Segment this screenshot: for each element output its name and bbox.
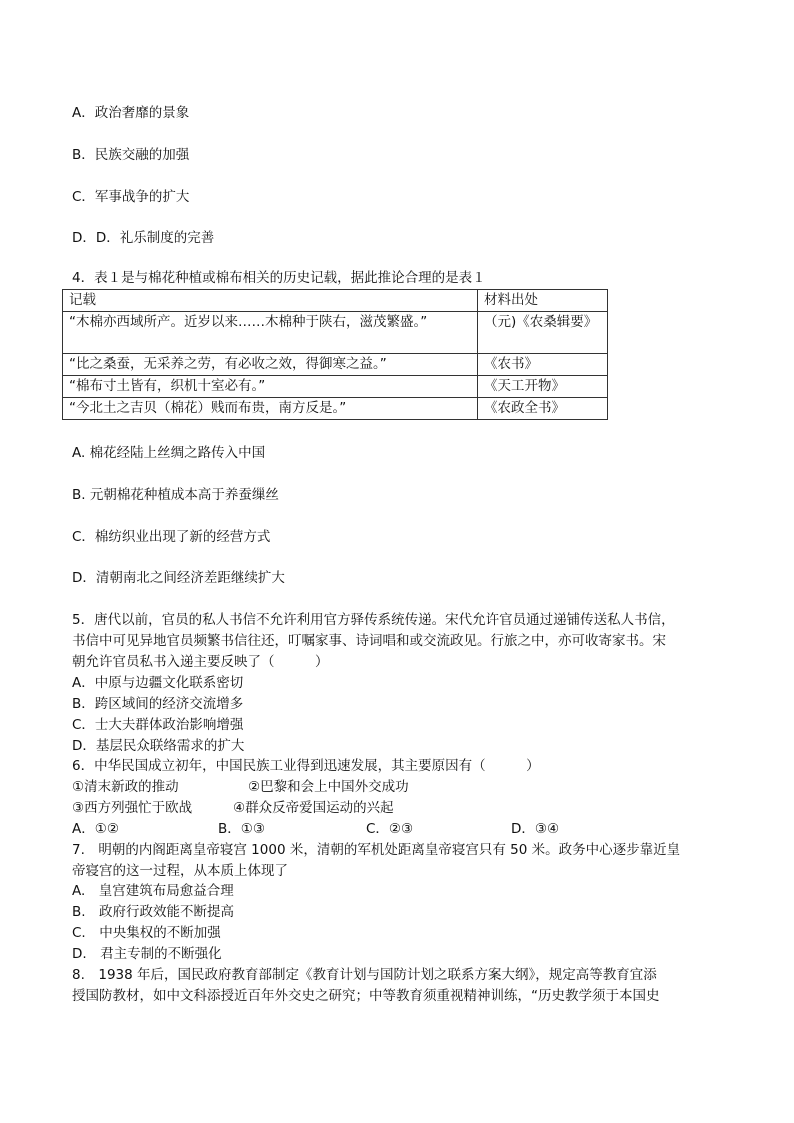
- table-cell: （元)《农桑辑要》: [478, 312, 608, 354]
- q5-option-d: D．基层民众联络需求的扩大: [72, 738, 245, 754]
- q7-option-b: B. 政府行政效能不断提高: [72, 904, 235, 920]
- q5-stem-line: 书信中可见异地官员频繁书信往还，叮嘱家事、诗词唱和或交流政见。行旅之中，亦可收寄家书。宋: [72, 633, 666, 649]
- q5-option-b: B．跨区域间的经济交流增多: [72, 696, 244, 712]
- q6-choice-d: D．③④: [511, 821, 560, 837]
- q7-stem-line: 7. 明朝的内阁距离皇帝寝宫 1000 米，清朝的军机处距离皇帝寝宫只有 50 米。政务中心逐步靠近皇: [72, 842, 681, 858]
- table-cell: 《农书》: [478, 354, 608, 376]
- q7-stem-line: 帝寝宫的这一过程，从本质上体现了: [72, 863, 288, 879]
- q5-stem-line: 5．唐代以前，官员的私人书信不允许利用官方驿传系统传递。宋代允许官员通过递铺传送私人书信，: [72, 612, 675, 628]
- q4-stem: 4．表１是与棉花种植或棉布相关的历史记载，据此推论合理的是表１: [72, 270, 486, 286]
- table-header-row: [63, 290, 608, 312]
- table-row: [63, 354, 608, 376]
- q6-stem: 6．中华民国成立初年，中国民族工业得到迅速发展，其主要原因有（ ）: [72, 758, 540, 774]
- q3-option-d: D．D．礼乐制度的完善: [72, 230, 215, 246]
- table-cell: “今北土之吉贝（棉花）贱而布贵，南方反是。”: [63, 398, 478, 420]
- q3-option-c: C．军事战争的扩大: [72, 189, 190, 205]
- table-header-cell: 记载: [63, 290, 478, 312]
- table-row: [63, 398, 608, 420]
- q3-option-a: A．政治奢靡的景象: [72, 105, 190, 121]
- q6-item-4: ④群众反帝爱国运动的兴起: [233, 800, 394, 816]
- q8-stem-line: 授国防教材，如中文科添授近百年外交史之研究；中等教育须重视精神训练，“历史教学须于本国史: [72, 988, 660, 1004]
- table-cell: 《农政全书》: [478, 398, 608, 420]
- q4-option-d: D．清朝南北之间经济差距继续扩大: [72, 570, 285, 586]
- q6-choice-a: A．①②: [72, 821, 119, 837]
- q4-option-c: C．棉纺织业出现了新的经营方式: [72, 529, 271, 545]
- q6-choice-b: B．①③: [218, 821, 265, 837]
- table-row: [63, 376, 608, 398]
- table-cell: “比之桑蚕，无采养之劳，有必收之效，得御寒之益。”: [63, 354, 478, 376]
- q6-item-3: ③西方列强忙于欧战: [72, 800, 193, 816]
- q8-stem-line: 8. 1938 年后，国民政府教育部制定《教育计划与国防计划之联系方案大纲》，规定高等教育宜添: [72, 967, 657, 983]
- q5-option-a: A．中原与边疆文化联系密切: [72, 675, 244, 691]
- q7-option-c: C. 中央集权的不断加强: [72, 925, 221, 941]
- q6-choice-c: C．②③: [366, 821, 414, 837]
- table-cell: “棉布寸土皆有，织机十室必有。”: [63, 376, 478, 398]
- q5-stem-line: 朝允许官员私书入递主要反映了（ ）: [72, 654, 329, 670]
- q7-option-d: D. 君主专制的不断强化: [72, 946, 222, 962]
- table-header-cell: 材料出处: [478, 290, 608, 312]
- q7-option-a: A. 皇宫建筑布局愈益合理: [72, 883, 234, 899]
- q3-option-b: B．民族交融的加强: [72, 147, 190, 163]
- table-cell: “木棉亦西域所产。近岁以来……木棉种于陕右，滋茂繁盛。”: [63, 312, 478, 354]
- table-cell: 《天工开物》: [478, 376, 608, 398]
- q4-option-b: B. 元朝棉花种植成本高于养蚕缫丝: [72, 487, 279, 503]
- q6-item-2: ②巴黎和会上中国外交成功: [248, 779, 409, 795]
- q5-option-c: C．士大夫群体政治影响增强: [72, 717, 244, 733]
- table-row: [63, 312, 608, 354]
- records-table: [62, 289, 608, 420]
- q4-option-a: A. 棉花经陆上丝绸之路传入中国: [72, 445, 266, 461]
- q6-item-1: ①清末新政的推动: [72, 779, 179, 795]
